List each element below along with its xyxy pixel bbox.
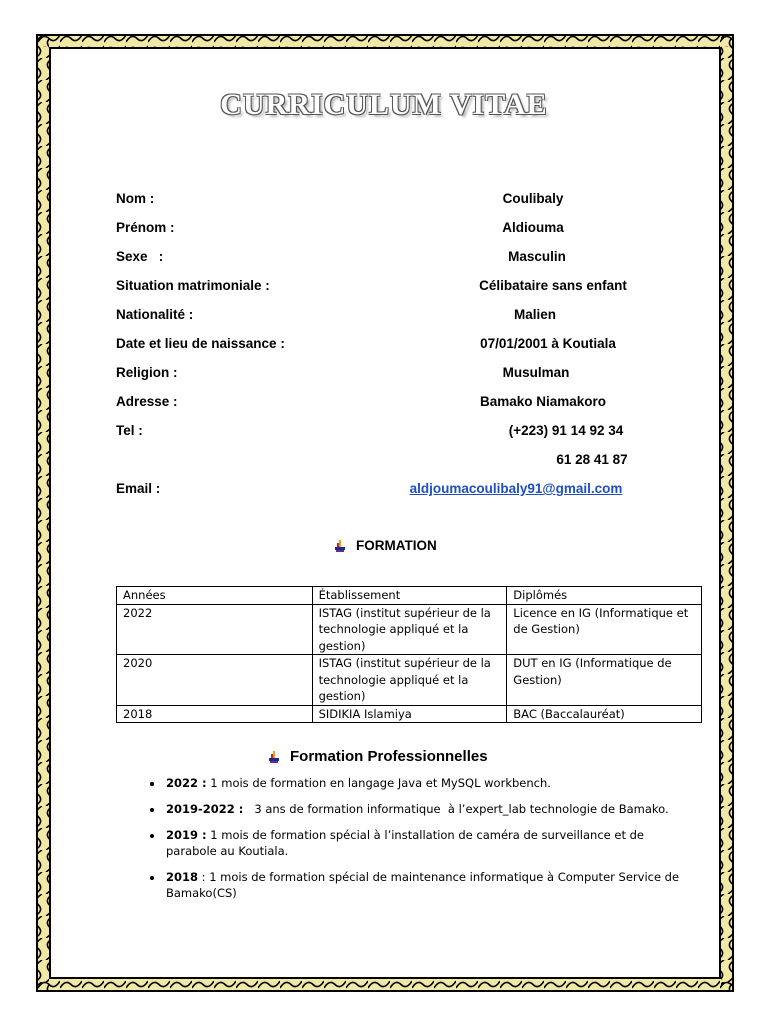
formation-table: [116, 586, 702, 723]
label-email: Email :: [116, 481, 161, 496]
value-prenom: Aldiouma: [502, 220, 564, 235]
label-prenom: Prénom :: [116, 220, 175, 235]
value-situation: Célibataire sans enfant: [479, 278, 627, 293]
table-cell-diploma: Licence en IG (Informatique et de Gestion): [507, 604, 702, 655]
table-cell-school: SIDIKIA Islamiya: [312, 705, 507, 723]
table-header-row: [117, 587, 702, 605]
section-bullet-icon: [334, 540, 346, 552]
table-cell-year: 2022: [117, 604, 313, 655]
table-row: [117, 604, 702, 655]
label-nationalite: Nationalité :: [116, 307, 194, 322]
formation-pro-heading-label: Formation Professionnelles: [290, 748, 488, 765]
value-religion: Musulman: [502, 365, 570, 380]
table-cell-school: ISTAG (institut supérieur de la technologie appliqué et la gestion): [312, 655, 507, 706]
label-nom: Nom :: [116, 191, 155, 206]
table-cell-diploma: DUT en IG (Informatique de Gestion): [507, 655, 702, 706]
list-item: [164, 869, 694, 901]
value-sexe: Masculin: [508, 249, 566, 264]
table-cell-year: 2020: [117, 655, 313, 706]
table-cell-year: 2018: [117, 705, 313, 723]
value-tel-2: 61 28 41 87: [556, 452, 628, 467]
table-row: [117, 655, 702, 706]
label-tel: Tel :: [116, 423, 143, 438]
table-cell-school: ISTAG (institut supérieur de la technologie appliqué et la gestion): [312, 604, 507, 655]
list-item-year: 2019 :: [166, 828, 207, 842]
list-item: [164, 775, 694, 791]
label-naissance: Date et lieu de naissance :: [116, 336, 285, 351]
formation-pro-list: [140, 775, 694, 911]
value-nom: Coulibaly: [502, 191, 564, 206]
list-item-year: 2018: [166, 870, 199, 884]
formation-pro-heading: [268, 748, 488, 765]
document-title: CURRICULUM VITAE: [220, 88, 548, 121]
email-link[interactable]: aldjoumacoulibaly91@gmail.com: [409, 481, 623, 496]
value-nationalite: Malien: [513, 307, 556, 322]
label-religion: Religion :: [116, 365, 178, 380]
section-bullet-icon: [268, 751, 280, 763]
label-situation: Situation matrimoniale :: [116, 278, 270, 293]
list-item-text: 1 mois de formation spécial à l’installation de caméra de surveillance et de parabole au Koutiala.: [166, 828, 644, 858]
list-item-year: 2022 :: [166, 776, 207, 790]
table-header-etablissement: Établissement: [312, 587, 507, 605]
list-item-year: 2019-2022 :: [166, 802, 244, 816]
list-item-text: : 1 mois de formation spécial de maintenance informatique à Computer Service de Bamako(CS): [166, 870, 680, 900]
formation-heading: [334, 538, 437, 553]
list-item-text: 1 mois de formation en langage Java et MySQL workbench.: [206, 776, 551, 790]
value-naissance: 07/01/2001 à Koutiala: [480, 336, 616, 351]
table-header-annees: Années: [117, 587, 313, 605]
table-row: [117, 705, 702, 723]
list-item: [164, 801, 694, 817]
value-adresse: Bamako Niamakoro: [479, 394, 607, 409]
list-item: [164, 827, 694, 859]
label-sexe: Sexe :: [116, 249, 164, 264]
table-header-diplomes: Diplômés: [507, 587, 702, 605]
formation-heading-label: FORMATION: [356, 538, 437, 553]
label-adresse: Adresse :: [116, 394, 178, 409]
value-tel-1: (+223) 91 14 92 34: [508, 423, 624, 438]
list-item-text: 3 ans de formation informatique à l’expert_lab technologie de Bamako.: [243, 802, 669, 816]
table-cell-diploma: BAC (Baccalauréat): [507, 705, 702, 723]
